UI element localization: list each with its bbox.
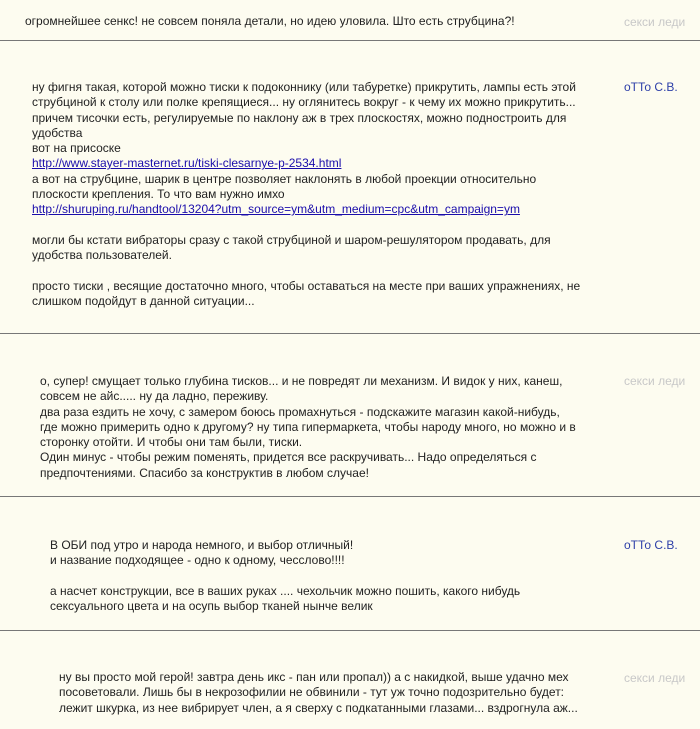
comment-line: удобства пользователей.	[32, 248, 172, 263]
blank-line	[32, 218, 580, 233]
comment-line: совсем не айс..... ну да ладно, переживу.	[40, 389, 269, 404]
comment-line: два раза ездить не хочу, с замером боюсь промахнуться - подскажите магазин какой-нибудь,	[40, 404, 560, 419]
comment-line: В ОБИ под утро и народа немного, и выбор отличный!	[50, 538, 354, 552]
comment-line: где можно примерить одно к другому? ну типа гипермаркета, чтобы народу много, но можно и в	[40, 419, 576, 434]
comment-3-text	[40, 374, 576, 481]
comment-line: могли бы кстати вибраторы сразу с такой струбциной и шаром-решулятором продавать, для	[32, 232, 551, 247]
blank-line	[32, 264, 580, 279]
comment-4	[0, 497, 700, 630]
comment-line: плоскости крепления. То что вам нужно имхо	[32, 187, 285, 202]
comment-line: а вот на струбцине, шарик в центре позволяет наклонять в любой проекции относительно	[32, 171, 537, 186]
comment-3	[0, 334, 700, 496]
comment-line: предпочтениями. Спасибо за конструктив в любом случае!	[40, 465, 369, 480]
comment-1-text	[25, 14, 515, 29]
comment-line: сексуального цвета и на осупь выбор тканей нынче велик	[50, 599, 373, 614]
comment-line: лежит шкурка, из нее вибрирует член, а я сверху с подкатанными глазами... вздрогнула аж...	[59, 700, 578, 715]
comment-line: причем тисочки есть, регулируемые по наклону аж в трех плоскостях, можно подностроить для	[32, 110, 567, 125]
comment-line: вот на присоске	[32, 141, 121, 156]
blank-line	[50, 569, 520, 584]
comment-line: слишком подойдут в данной ситуации...	[32, 294, 255, 309]
comment-5-author[interactable]: секси леди	[624, 671, 686, 685]
comment-2-text	[32, 80, 580, 309]
comment-line: и название подходящее - одно к одному, чесслово!!!!	[50, 553, 345, 568]
comment-line: ну фигня такая, которой можно тиски к подоконнику (или табуретке) прикрутить, лампы есть этой	[32, 80, 576, 94]
stayer-link[interactable]: http://www.stayer-masternet.ru/tiski-clesarnye-p-2534.html	[32, 156, 342, 171]
comment-line: Один минус - чтобы режим поменять, придется все раскручивать... Надо определяться с	[40, 450, 537, 465]
comment-4-author[interactable]: оТТо С.В.	[624, 538, 678, 552]
comment-line: ну вы просто мой герой! завтра день икс - пан или пропал)) а с накидкой, выше удачно мех	[59, 670, 569, 684]
comment-line: струбциной к столу или полке крепящиеся... ну оглянитесь вокруг - к чему их можно прикрутить...	[32, 95, 576, 110]
comment-line: посоветовали. Лишь бы в некрозофилии не обвинили - тут уж точно подозрительно будет:	[59, 685, 565, 700]
comment-line: сторонку отойти. И чтобы они там были, тиски.	[40, 435, 303, 450]
comment-5	[0, 631, 700, 729]
comment-line: удобства	[32, 125, 83, 140]
comment-line: огромнейшее сенкс! не совсем поняла детали, но идею уловила. Што есть струбцина?!	[25, 14, 515, 28]
comment-1-author[interactable]: секси леди	[624, 15, 686, 29]
shuruping-link[interactable]: http://shuruping.ru/handtool/13204?utm_source=ym&utm_medium=cpc&utm_campaign=ym	[32, 202, 520, 217]
comment-4-text	[50, 538, 520, 614]
comment-5-text	[59, 670, 578, 716]
comment-3-author[interactable]: секси леди	[624, 374, 686, 388]
comment-1	[0, 0, 700, 40]
comment-2	[0, 41, 700, 333]
comment-line: а насчет конструкции, все в ваших руках .... чехольчик можно пошить, какого нибудь	[50, 583, 521, 598]
comment-2-author[interactable]: оТТо С.В.	[624, 80, 678, 94]
comment-line: о, супер! смущает только глубина тисков... и не повредят ли механизм. И видок у них, канеш,	[40, 374, 563, 388]
comment-line: просто тиски , весящие достаточно много, чтобы оставаться на месте при ваших упражнениях, не	[32, 278, 581, 293]
